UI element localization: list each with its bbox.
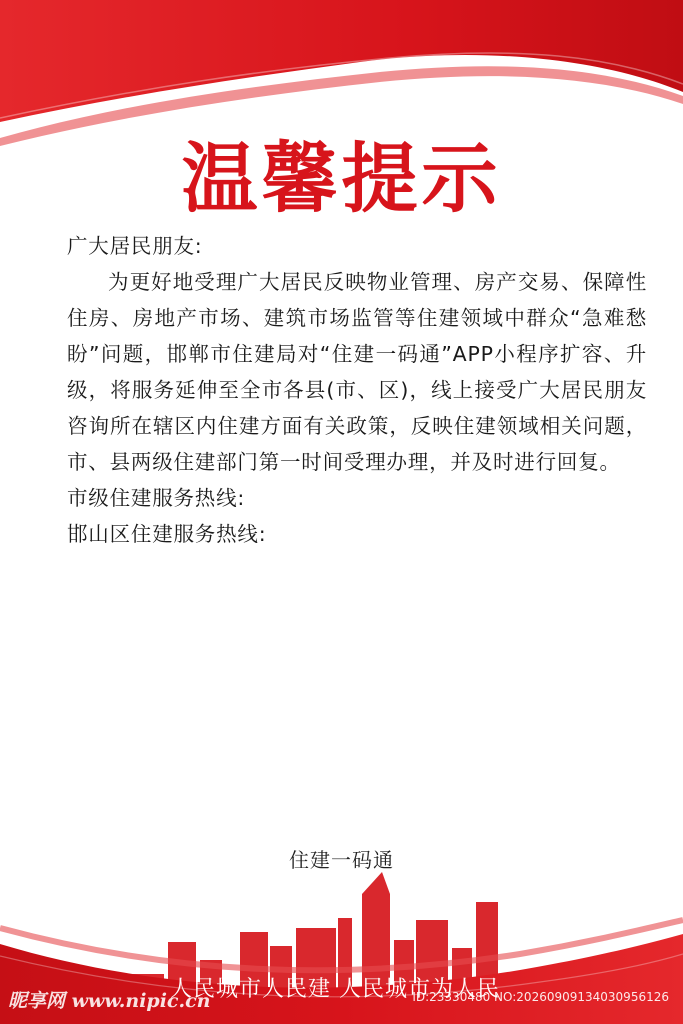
paragraph-line: 至全市各县(市、区)，线上接受广大居民朋友咨询 xyxy=(67,378,647,438)
notice-body xyxy=(67,228,647,552)
paragraph-line: 住建一码通”APP小程序扩容、升级，将服务延伸 xyxy=(67,342,648,402)
hotline-city: 市级住建服务热线: xyxy=(67,486,246,510)
paragraph-line: 问题，市、县两级住建部门第一时间受理办理，并 xyxy=(67,414,647,474)
paragraph-line: 建领域中群众“急难愁盼”问题，邯郸市住建局对“ xyxy=(67,306,647,366)
page-title: 温馨提示 xyxy=(181,134,502,223)
site-watermark: 昵享网 www.nipic.cn xyxy=(8,990,211,1012)
footer-label: 住建一码通 xyxy=(289,848,394,872)
paragraph-line: 为更好地受理广大居民反映物业管理、房产交 xyxy=(108,270,540,294)
slogan: 人民城市人民建 人民城市为人民 xyxy=(170,977,500,1002)
greeting: 广大居民朋友: xyxy=(67,234,203,258)
hotline-district: 邯山区住建服务热线: xyxy=(67,522,267,546)
image-id-watermark: ID:23330480 NO:20260909134030956126 xyxy=(412,990,669,1004)
paragraph-line: 及时进行回复。 xyxy=(471,450,621,474)
paragraph-line: 易、保障性住房、房地产市场、建筑市场监管等住 xyxy=(67,270,648,330)
paragraph-line: 所在辖区内住建方面有关政策，反映住建领域相关 xyxy=(109,414,583,438)
notice-paragraph xyxy=(67,264,647,480)
